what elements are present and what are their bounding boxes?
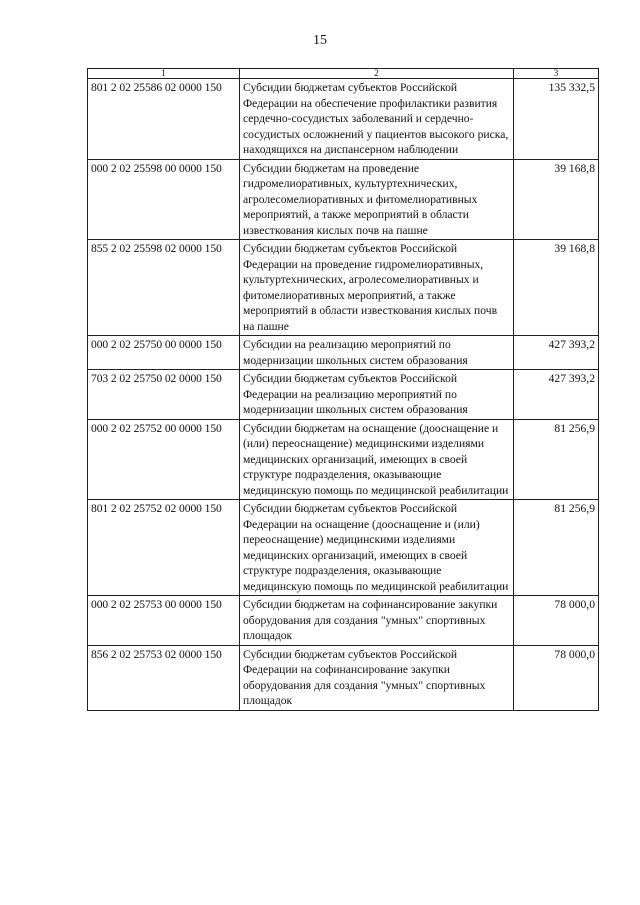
column-header-code: 1 xyxy=(88,69,240,79)
amount-cell: 78 000,0 xyxy=(514,596,599,646)
table-row xyxy=(88,370,599,420)
name-cell: Субсидии бюджетам на софинансирование закупки оборудования для создания "умных" спортивных площадок xyxy=(240,596,514,646)
table-row xyxy=(88,79,599,160)
name-cell: Субсидии бюджетам на оснащение (дооснащение и (или) переоснащение) медицинскими изделиями медицинских организаций, имеющих в своей структуре подразделения, оказывающие медицинскую помощь по медицинской реабилитации xyxy=(240,419,514,500)
code-cell: 856 2 02 25753 02 0000 150 xyxy=(88,645,240,710)
amount-cell: 39 168,8 xyxy=(514,159,599,240)
name-cell: Субсидии бюджетам субъектов Российской Федерации на реализацию мероприятий по модернизации школьных систем образования xyxy=(240,370,514,420)
page-number: 15 xyxy=(313,33,327,48)
table-row xyxy=(88,500,599,596)
amount-cell: 81 256,9 xyxy=(514,419,599,500)
name-cell: Субсидии бюджетам субъектов Российской Федерации на софинансирование закупки оборудования для создания "умных" спортивных площадок xyxy=(240,645,514,710)
amount-cell: 427 393,2 xyxy=(514,336,599,370)
amount-cell: 81 256,9 xyxy=(514,500,599,596)
table-header-row xyxy=(88,69,599,79)
table-row xyxy=(88,159,599,240)
name-cell: Субсидии бюджетам на проведение гидромелиоративных, культуртехнических, агролесомелиоративных и фитомелиоративных мероприятий, а также мероприятий в области известкования кислых почв на пашне xyxy=(240,159,514,240)
code-cell: 855 2 02 25598 02 0000 150 xyxy=(88,240,240,336)
code-cell: 801 2 02 25586 02 0000 150 xyxy=(88,79,240,160)
code-cell: 703 2 02 25750 02 0000 150 xyxy=(88,370,240,420)
amount-cell: 135 332,5 xyxy=(514,79,599,160)
code-cell: 801 2 02 25752 02 0000 150 xyxy=(88,500,240,596)
code-cell: 000 2 02 25750 00 0000 150 xyxy=(88,336,240,370)
amount-cell: 39 168,8 xyxy=(514,240,599,336)
name-cell: Субсидии на реализацию мероприятий по модернизации школьных систем образования xyxy=(240,336,514,370)
amount-cell: 78 000,0 xyxy=(514,645,599,710)
name-cell: Субсидии бюджетам субъектов Российской Федерации на проведение гидромелиоративных, культуртехнических, агролесомелиоративных и фитомелиоративных мероприятий, а также мероприятий в области известкования кислых почв на пашне xyxy=(240,240,514,336)
budget-table xyxy=(87,68,599,711)
code-cell: 000 2 02 25753 00 0000 150 xyxy=(88,596,240,646)
amount-cell: 427 393,2 xyxy=(514,370,599,420)
name-cell: Субсидии бюджетам субъектов Российской Федерации на обеспечение профилактики развития сердечно-сосудистых заболеваний и сердечно-сосудистых осложнений у пациентов высокого риска, находящихся на диспансерном наблюдении xyxy=(240,79,514,160)
code-cell: 000 2 02 25598 00 0000 150 xyxy=(88,159,240,240)
table-row xyxy=(88,336,599,370)
table-row xyxy=(88,645,599,710)
table-row xyxy=(88,596,599,646)
column-header-name: 2 xyxy=(240,69,514,79)
table-row xyxy=(88,240,599,336)
table-row xyxy=(88,419,599,500)
column-header-amount: 3 xyxy=(514,69,599,79)
code-cell: 000 2 02 25752 00 0000 150 xyxy=(88,419,240,500)
name-cell: Субсидии бюджетам субъектов Российской Федерации на оснащение (дооснащение и (или) переоснащение) медицинскими изделиями медицинских организаций, имеющих в своей структуре подразделения, оказывающие медицинскую помощь по медицинской реабилитации xyxy=(240,500,514,596)
